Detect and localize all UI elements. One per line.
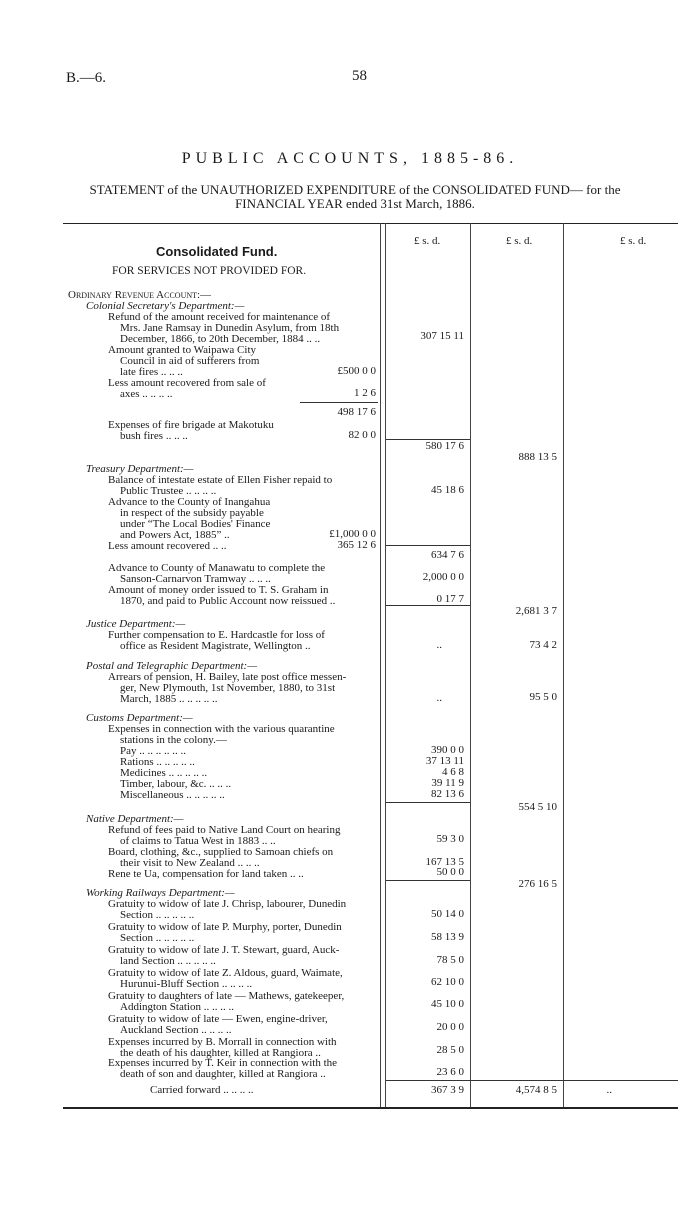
carried-forward-amount: 367 3 9 [431,1084,464,1096]
entry-text: death of son and daughter, killed at Rangiora .. [120,1068,326,1080]
rule [386,802,470,803]
department-heading: Working Railways Department:— [86,887,235,899]
entry-text: Advance to County of Manawatu to complete the [108,562,326,574]
entry-text: Pay .. .. .. .. .. .. [120,745,186,757]
entry-text: stations in the colony.— [120,734,227,746]
department-heading: Treasury Department:— [86,463,194,475]
entry-text: the death of his daughter, killed at Rangiora .. [120,1047,321,1059]
amount: 634 7 6 [431,549,464,561]
column-divider [385,223,386,1107]
amount: 62 10 0 [431,976,464,988]
account-heading: Ordinary Revenue Account:— [68,289,212,301]
amount: 307 15 11 [420,330,464,342]
entry-text: Advance to the County of Inangahua [108,496,271,508]
amount: 580 17 6 [425,440,464,452]
department-heading: Customs Department:— [86,712,193,724]
department-heading: Colonial Secretary's Department:— [86,300,245,312]
column-heading: £ s. d. [414,235,441,247]
entry-text: Arrears of pension, H. Bailey, late post office messen- [108,671,347,683]
amount: 37 13 11 [425,755,464,767]
amount: 45 10 0 [431,998,464,1010]
entry-text: late fires .. .. .. [120,366,183,378]
rule [386,605,470,606]
entry-text: Auckland Section .. .. .. .. [120,1024,232,1036]
entry-text: March, 1885 .. .. .. .. .. [120,693,218,705]
statement-subtitle: STATEMENT of the UNAUTHORIZED EXPENDITURE of the CONSOLIDATED FUND— for the FINANCIAL YEAR ended 31st March, 1886. [89,182,621,211]
amount: 78 5 0 [436,954,464,966]
amount: 59 3 0 [436,833,464,845]
rule [386,545,470,546]
carried-forward-amount: 4,574 8 5 [515,1084,557,1096]
entry-text: Miscellaneous .. .. .. .. .. [120,789,225,801]
entry-text: axes .. .. .. .. [120,388,173,400]
entry-text: Addington Station .. .. .. .. [120,1001,234,1013]
document-code: B.—6. [66,70,107,86]
entry-text: Expenses incurred by T. Keir in connection with the [108,1057,338,1069]
entry-text: Timber, labour, &c. .. .. .. [120,778,232,790]
amount: 888 13 5 [518,451,557,463]
department-heading: Justice Department:— [86,618,186,630]
entry-text: Gratuity to widow of late J. Chrisp, labourer, Dunedin [108,898,347,910]
entry-text: Refund of fees paid to Native Land Court on hearing [108,824,341,836]
entry-text: Refund of the amount received for maintenance of [108,311,331,323]
amount: 1 2 6 [354,387,376,399]
entry-text: Section .. .. .. .. .. [120,909,195,921]
entry-text: Less amount recovered from sale of [108,377,266,389]
entry-text: Rations .. .. .. .. .. [120,756,195,768]
amount: 73 4 2 [529,639,557,651]
entry-text: Gratuity to daughters of late — Mathews, gatekeeper, [108,990,345,1002]
amount: 167 13 5 [425,856,464,868]
amount: 2,681 3 7 [515,605,557,617]
fund-subheading: FOR SERVICES NOT PROVIDED FOR. [112,265,307,277]
entry-text: December, 1866, to 20th December, 1884 .. .. [120,333,321,345]
rule [300,402,378,403]
bottom-rule [63,1108,678,1109]
amount: 39 11 9 [431,777,464,789]
rule [386,880,470,881]
entry-text: Rene te Ua, compensation for land taken .. .. [108,868,304,880]
amount: 498 17 6 [337,406,376,418]
entry-text: ger, New Plymouth, 1st November, 1880, to 31st [120,682,336,694]
carried-forward-amount: .. [606,1084,612,1096]
amount: £500 0 0 [337,365,376,377]
column-heading: £ s. d. [506,235,533,247]
amount: 365 12 6 [337,539,376,551]
department-heading: Postal and Telegraphic Department:— [86,660,257,672]
amount: 58 13 9 [431,931,464,943]
column-divider [470,223,471,1107]
amount: 276 16 5 [518,878,557,890]
amount: 0 17 7 [436,593,464,605]
fund-heading: Consolidated Fund. [156,244,278,259]
entry-text: 1870, and paid to Public Account now reissued .. [120,595,336,607]
amount: 50 0 0 [436,866,464,878]
amount: 45 18 6 [431,484,464,496]
entry-text: land Section .. .. .. .. .. [120,955,216,967]
amount: 23 6 0 [436,1066,464,1078]
column-divider [563,223,564,1107]
entry-text: Gratuity to widow of late — Ewen, engine-driver, [108,1013,328,1025]
entry-text: Less amount recovered .. .. [108,540,227,552]
amount: 50 14 0 [431,908,464,920]
entry-text: Council in aid of sufferers from [120,355,260,367]
entry-text: Expenses of fire brigade at Makotuku [108,419,274,431]
column-divider [380,223,381,1107]
entry-text: Mrs. Jane Ramsay in Dunedin Asylum, from 18th [120,322,340,334]
rule [386,1080,678,1081]
page-title: PUBLIC ACCOUNTS, 1885-86. [181,150,519,167]
entry-text: Further compensation to E. Hardcastle for loss of [108,629,325,641]
amount: 4 6 8 [442,766,464,778]
amount: 554 5 10 [518,801,557,813]
entry-text: and Powers Act, 1885” .. [120,529,230,541]
entry-text: Balance of intestate estate of Ellen Fisher repaid to [108,474,333,486]
department-heading: Native Department:— [86,813,184,825]
entry-text: Hurunui-Bluff Section .. .. .. .. [120,978,253,990]
entry-text: Gratuity to widow of late Z. Aldous, guard, Waimate, [108,967,343,979]
entry-text: Amount of money order issued to T. S. Graham in [108,584,329,596]
amount: 390 0 0 [431,744,464,756]
entry-text: bush fires .. .. .. [120,430,188,442]
amount: .. [436,692,442,704]
page-number: 58 [352,68,367,84]
amount: 82 13 6 [431,788,464,800]
amount: .. [436,639,442,651]
entry-text: Gratuity to widow of late P. Murphy, porter, Dunedin [108,921,342,933]
entry-text: Medicines .. .. .. .. .. [120,767,208,779]
entry-text: Board, clothing, &c., supplied to Samoan chiefs on [108,846,334,858]
amount: 20 0 0 [436,1021,464,1033]
entry-text: under “The Local Bodies' Finance [120,518,271,530]
entry-text: their visit to New Zealand .. .. .. [120,857,260,869]
amount: 82 0 0 [348,429,376,441]
entry-text: in respect of the subsidy payable [120,507,264,519]
entry-text: Sanson-Carnarvon Tramway .. .. .. [120,573,271,585]
carried-forward-label: Carried forward .. .. .. .. [150,1084,254,1096]
entry-text: Public Trustee .. .. .. .. [120,485,217,497]
entry-text: Expenses incurred by B. Morrall in connection with [108,1036,337,1048]
amount: £1,000 0 0 [329,528,376,540]
entry-text: Gratuity to widow of late J. T. Stewart, guard, Auck- [108,944,340,956]
amount: 2,000 0 0 [422,571,464,583]
amount: 95 5 0 [529,691,557,703]
entry-text: office as Resident Magistrate, Wellington .. [120,640,311,652]
entry-text: of claims to Tatua West in 1883 .. .. [120,835,276,847]
column-heading: £ s. d. [620,235,647,247]
amount: 28 5 0 [436,1044,464,1056]
entry-text: Amount granted to Waipawa City [108,344,256,356]
entry-text: Section .. .. .. .. .. [120,932,195,944]
entry-text: Expenses in connection with the various quarantine [108,723,335,735]
